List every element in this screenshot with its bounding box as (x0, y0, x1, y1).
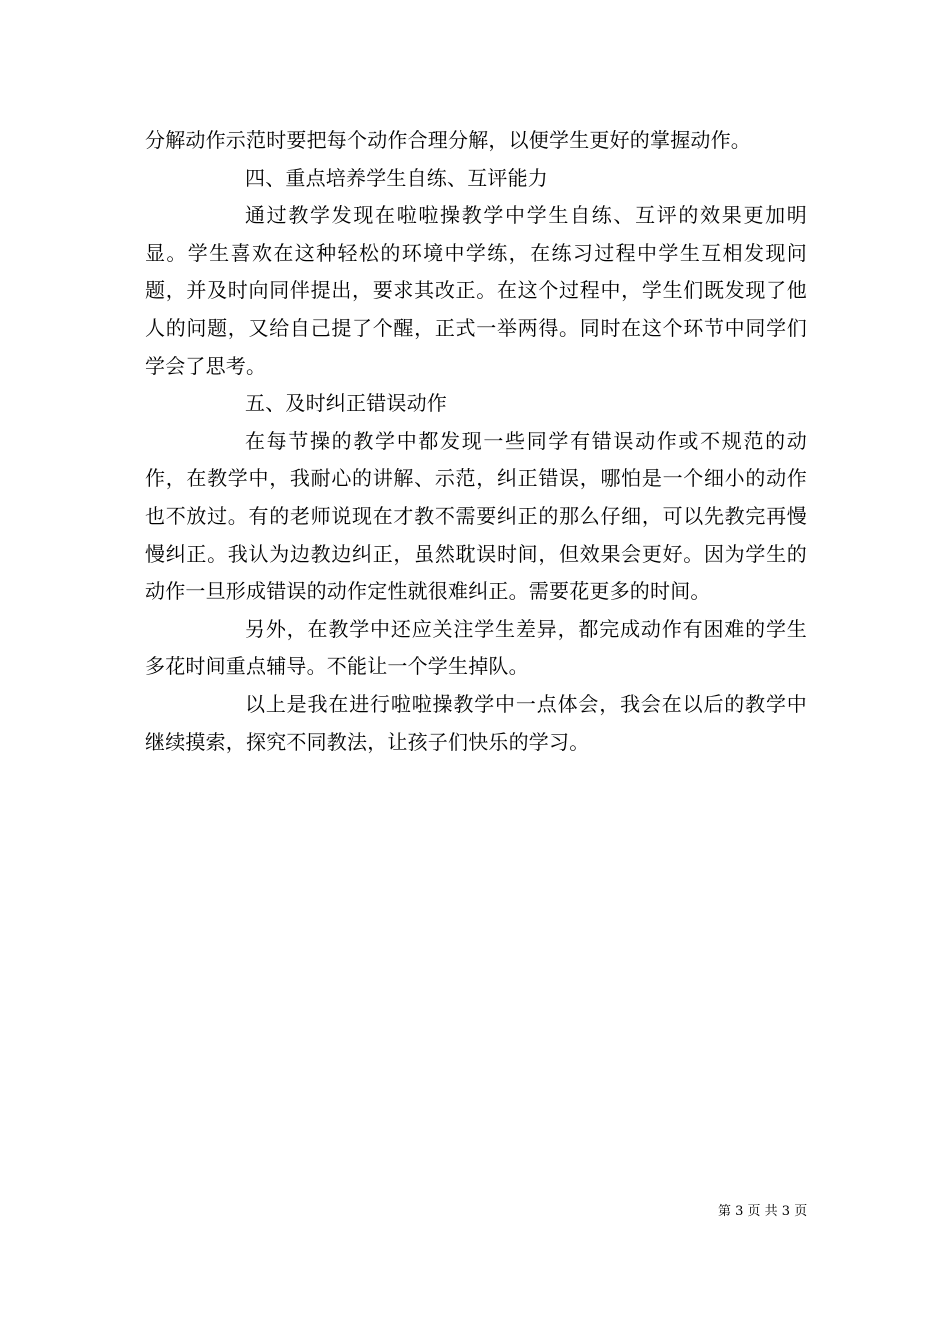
section-heading-4: 四、重点培养学生自练、互评能力 (245, 165, 548, 190)
document-body (145, 122, 807, 761)
paragraph-correct-errors: 在每节操的教学中都发现一些同学有错误动作或不规范的动作，在教学中，我耐心的讲解、示范，纠正错误，哪怕是一个细小的动作也不放过。有的老师说现在才教不需要纠正的那么仔细，可以先教完再慢慢纠正。我认为边教边纠正，虽然耽误时间，但效果会更好。因为学生的动作一旦形成错误的动作定性就很难纠正。需要花更多的时间。 (145, 428, 807, 604)
section-heading-5: 五、及时纠正错误动作 (245, 391, 447, 416)
page-number-footer: 第 3 页 共 3 页 (718, 1204, 808, 1219)
paragraph-continued: 分解动作示范时要把每个动作合理分解，以便学生更好的掌握动作。 (145, 128, 751, 152)
paragraph-differences: 另外，在教学中还应关注学生差异，都完成动作有困难的学生多花时间重点辅导。不能让一个学生掉队。 (145, 616, 807, 679)
paragraph-self-practice: 通过教学发现在啦啦操教学中学生自练、互评的效果更加明显。学生喜欢在这种轻松的环境中学练，在练习过程中学生互相发现问题，并及时向同伴提出，要求其改正。在这个过程中，学生们既发现了他人的问题，又给自己提了个醒，正式一举两得。同时在这个环节中同学们学会了思考。 (145, 203, 807, 378)
paragraph-conclusion: 以上是我在进行啦啦操教学中一点体会，我会在以后的教学中继续摸索，探究不同教法，让孩子们快乐的学习。 (145, 691, 807, 754)
